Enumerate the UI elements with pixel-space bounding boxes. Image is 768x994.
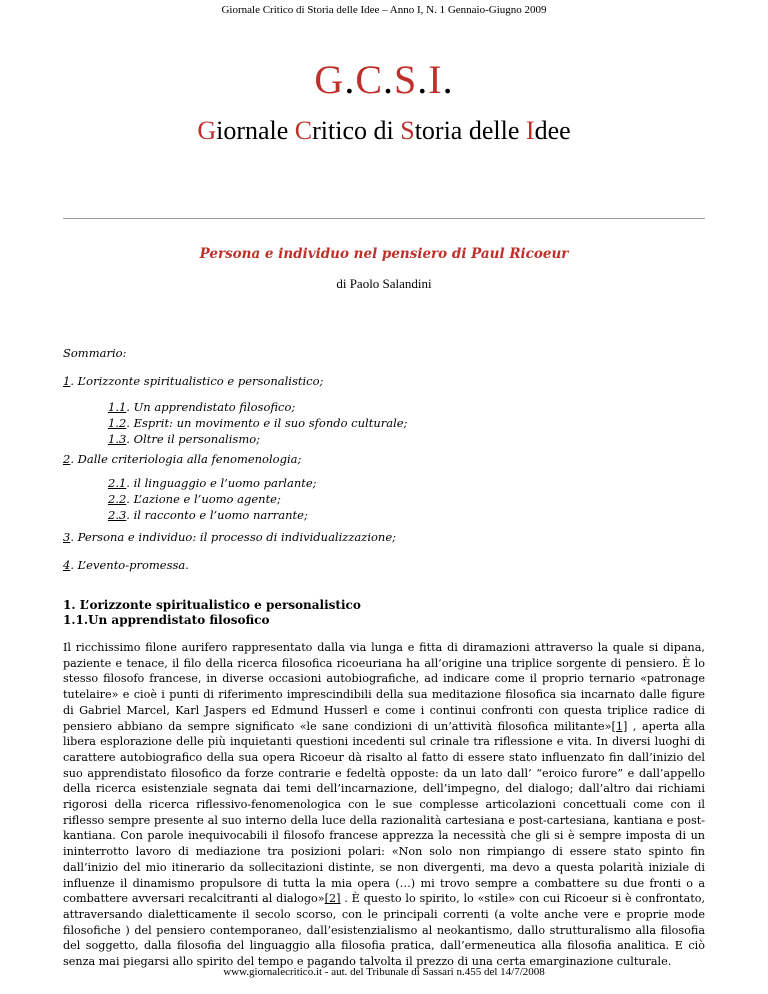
toc-item-link[interactable]: 3: [63, 530, 71, 544]
article-title: Persona e individuo nel pensiero di Paul Ricoeur: [199, 246, 569, 262]
footnote-link-1[interactable]: [1]: [611, 719, 628, 733]
toc-item-link[interactable]: 2.1: [108, 476, 127, 490]
toc-item-label: . L’azione e l’uomo agente;: [126, 492, 281, 506]
toc-item-label: . Un apprendistato filosofico;: [126, 400, 296, 414]
toc-item-label: . Dalle criteriologia alla fenomenologia;: [70, 452, 302, 466]
subsection-heading: 1.1.Un apprendistato filosofico: [63, 613, 270, 627]
toc-subitem[interactable]: [108, 400, 295, 414]
toc-item-label: . il linguaggio e l’uomo parlante;: [126, 476, 317, 490]
toc-subitem[interactable]: [108, 416, 407, 430]
toc-heading: Sommario:: [63, 346, 127, 360]
toc-item[interactable]: [63, 530, 396, 544]
journal-name: Giornale Critico di Storia delle Idee: [197, 116, 571, 145]
toc-subitem[interactable]: [108, 492, 281, 506]
journal-logo: G.C.S.I.: [314, 57, 454, 102]
toc-item[interactable]: [63, 452, 301, 466]
page-footer: www.giornalecritico.it - aut. del Tribunale di Sassari n.455 del 14/7/2008: [223, 966, 545, 978]
toc-item-label: . Oltre il personalismo;: [126, 432, 261, 446]
toc-item-link[interactable]: 2: [63, 452, 71, 466]
toc-item-label: . il racconto e l’uomo narrante;: [126, 508, 308, 522]
toc-item-label: . Persona e individuo: il processo di individualizzazione;: [70, 530, 397, 544]
author-line: di Paolo Salandini: [336, 276, 432, 291]
toc-item-label: . L’orizzonte spiritualistico e personalistico;: [70, 374, 324, 388]
running-header: Giornale Critico di Storia delle Idee – Anno I, N. 1 Gennaio-Giugno 2009: [221, 4, 547, 16]
toc-item-link[interactable]: 1.1: [108, 400, 127, 414]
body-paragraph: Il ricchissimo filone aurifero rappresentato dalla via lunga e fitta di diramazioni attraverso la quale si dipana, paziente e tenace, il filo della ricerca filosofica ricoeuriana ha all’origine una triplice sorgente di pensiero. È lo stesso filosofo francese, in diverse occasioni autobiografiche, ad indicare come il proprio ternario «patronage tutelaire» e cioè i punti di riferimento imprescindibili della sua meditazione filosofica sia incarnato dalle figure di Gabriel Marcel, Karl Jaspers ed Edmund Husserl e come i continui confronti con questa triplice radice di pensiero abbiano da sempre significato «le sane condizioni di un’attività filosofica militante»[1] , aperta alla libera esplorazione delle più inquietanti questioni incedenti sul crinale tra riflessione e vita. In diversi luoghi di carattere autobiografico della sua opera Ricoeur dà risalto al fatto di essere stato influenzato fin dall’inizio del suo apprendistato filosofico da forze contrarie e fedeltà opposte: da un lato dall’ “eroico furore” e dall’appello della ricerca esistenziale segnata dai temi dell’incarnazione, dell’impegno, del dialogo; dall’altro dai richiami rigorosi della ricerca riflessivo-fenomenologica con le sue complesse articolazioni concettuali come con il riflesso sempre presente al suo interno della luce della razionalità cartesiana e post-cartesiana, kantiana e post-kantiana. Con parole inequivocabili il filosofo francese apprezza la necessità che gli si è sempre imposta di un ininterrotto lavoro di mediazione tra posizioni polari: «Non solo non rimpiango di essere stato spinto fin dall’inizio del mio itinerario da sollecitazioni distinte, se non divergenti, ma devo a questa polarità iniziale di influenze il dinamismo propulsore di tutta la mia opera (…) mi trovo sempre a combattere su due fronti o a combattere avversari recalcitranti al dialogo»[2] . È questo lo spirito, lo «stile» con cui Ricoeur si è confrontato, attraversando dialetticamente il secolo scorso, con le principali correnti (a volte anche vere e proprie mode filosofiche ) del pensiero contemporaneo, dall’esistenzialismo al neokantismo, dallo strutturalismo alla filosofia del soggetto, dalla filosofia del linguaggio alla filosofia pratica, dall’ermeneutica alla filosofia analitica. E ciò senza mai piegarsi allo spirito del tempo e pagando talvolta il prezzo di una certa emarginazione culturale.: [63, 641, 706, 969]
toc-subitem[interactable]: [108, 432, 260, 446]
toc-item-label: . L’evento-promessa.: [70, 558, 189, 572]
toc-subitem[interactable]: [108, 476, 317, 490]
toc-subitem[interactable]: [108, 508, 308, 522]
section-heading: 1. L’orizzonte spiritualistico e personalistico: [63, 598, 361, 612]
toc-item-link[interactable]: 1: [63, 374, 71, 388]
toc-item-link[interactable]: 4: [63, 558, 71, 572]
footnote-link-2[interactable]: [2]: [324, 892, 341, 906]
toc-item-link[interactable]: 1.3: [108, 432, 127, 446]
toc-item-link[interactable]: 2.2: [108, 492, 127, 506]
toc-item[interactable]: [63, 374, 323, 388]
section-heading-block: [63, 598, 361, 628]
toc-item-link[interactable]: 2.3: [108, 508, 127, 522]
toc-item-label: . Esprit: un movimento e il suo sfondo culturale;: [126, 416, 408, 430]
header-divider: [63, 218, 705, 219]
toc-item-link[interactable]: 1.2: [108, 416, 127, 430]
toc-item[interactable]: [63, 558, 189, 572]
